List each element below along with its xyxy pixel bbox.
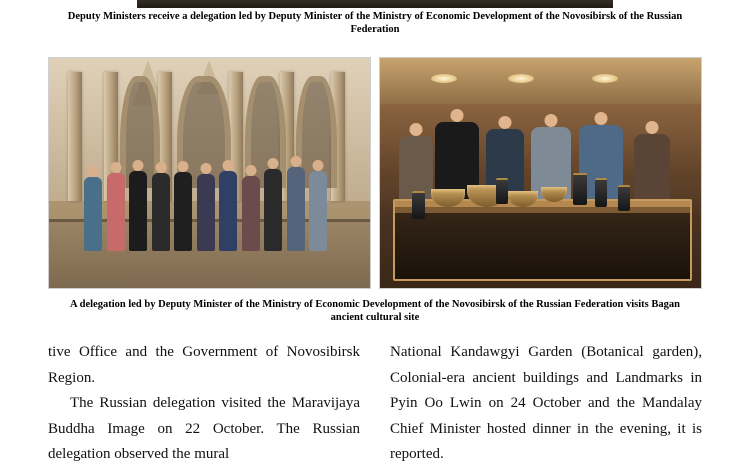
article-paragraph: National Kandawgyi Garden (Botanical garden), Colonial-era ancient buildings and Landmarks in Pyin Oo Lwin on 24 October and the Mandalay Chief Minister hosted dinner in the evening, it is reported. [390,344,702,462]
article-column-left [48,340,360,468]
photo-left [48,57,371,289]
article-paragraph: The Russian delegation visited the Maravijaya Buddha Image on 22 October. The Russian delegation observed the mural [48,395,360,462]
caption-bottom: A delegation led by Deputy Minister of the Ministry of Economic Development of the Novosibirsk of the Russian Federation visits Bagan ancient cultural site [70,299,680,323]
photo-right-image [380,58,701,288]
article-paragraph: tive Office and the Government of Novosibirsk Region. [48,344,360,386]
photo-left-image [49,58,370,288]
caption-top: Deputy Ministers receive a delegation led by Deputy Minister of the Ministry of Economic Development of the Novosibirsk of the Russian Federation [67,11,683,35]
article-column-right [390,340,702,468]
top-photo [137,0,613,8]
top-photo-image [137,0,613,8]
photo-right [379,57,702,289]
